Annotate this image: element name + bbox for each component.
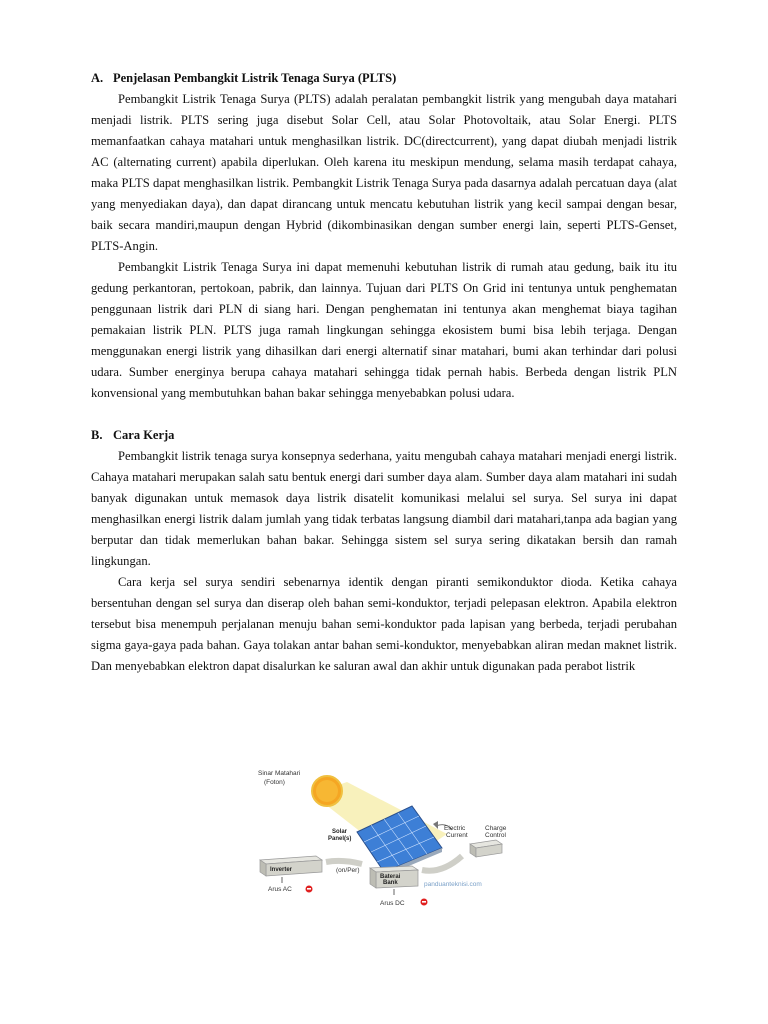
section-a-number: A.: [91, 71, 104, 85]
panel-label-2: Panel(s): [328, 836, 352, 842]
current-label-1: Electric: [444, 825, 466, 832]
section-a-paragraph-1: Pembangkit Listrik Tenaga Surya (PLTS) adalah peralatan pembangkit listrik yang mengubah daya matahari menjadi listrik. PLTS sering juga disebut Solar Cell, atau Solar Photovoltaik, atau Solar Energi. PLTS memanfaatkan cahaya matahari untuk menghasilkan listrik. DC(directcurrent), yang dapat diubah menjadi listrik AC (alternating current) apabila diperlukan. Oleh karena itu meskipun mendung, selama masih terdapat cahaya, maka PLTS dapat menghasilkan listrik. Pembangkit Listrik Tenaga Surya pada dasarnya adalah percatuan daya (alat yang menyediakan daya), dan dapat dirancang untuk mencatu kebutuhan listrik yang kecil sampai dengan besar, baik secara mandiri,maupun dengan Hybrid (dikombinasikan dengan sumber energi lain, seperti PLTS-Genset, PLTS-Angin.: [91, 92, 677, 253]
section-a-paragraph-2: Pembangkit Listrik Tenaga Surya ini dapat memenuhi kebutuhan listrik di rumah atau gedung, baik itu itu gedung perkantoran, pertokoan, pabrik, dan lainnya. Tujuan dari PLTS On Grid ini tentunya untuk penghematan penggunaan listrik dari PLN di siang hari. Dengan penghematan ini tentunya akan menghemat biaya tagihan pemakaian listrik PLN. PLTS juga ramah lingkungan sehingga ekosistem bumi bisa lebih terjaga. Dengan menggunakan energi listrik yang dihasilkan dari energi alternatif sinar matahari, bumi akan terhindar dari polusi udara. Sumber energinya berupa cahaya matahari sehingga tidak pernah habis. Berbeda dengan listrik PLN konvensional yang membutuhkan bahan bakar sehingga menyebabkan polusi udara.: [91, 260, 677, 400]
section-b-paragraph-1: Pembangkit listrik tenaga surya konsepnya sederhana, yaitu mengubah cahaya matahari menjadi energi listrik. Cahaya matahari merupakan salah satu bentuk energi dari sumber daya alam. Sumber daya alam matahari ini sudah banyak digunakan untuk memasok daya listrik disatelit komunikasi melalui sel surya. Sel surya ini dapat menghasilkan energi listrik dalam jumlah yang tidak terbatas langsung diambil dari matahari,tanpa ada bagian yang berputar dan tidak memerlukan bahan bakar. Sehingga sistem sel surya sering dikatakan bersih dan ramah lingkungan.: [91, 449, 677, 568]
sun-label-2: (Foton): [264, 779, 285, 786]
inverter-label: Inverter: [270, 867, 293, 873]
ac-label: Arus AC: [268, 886, 292, 893]
current-label-2: Current: [446, 832, 468, 839]
section-b-title: Cara Kerja: [113, 428, 175, 442]
ac-plug-icon: [306, 886, 313, 893]
flow-arrow-control-to-battery: [422, 856, 462, 871]
document-body: [91, 68, 677, 677]
panel-label-1: Solar: [332, 829, 348, 835]
charge-label-1: Charge: [485, 825, 507, 832]
plts-diagram: [252, 764, 532, 914]
battery-label-1: Baterai: [380, 874, 401, 880]
section-b-number: B.: [91, 428, 103, 442]
dc-plug-icon: [421, 899, 428, 906]
dc-label: Arus DC: [380, 900, 405, 907]
plts-diagram-svg: [252, 764, 532, 914]
battery-label-2: Bank: [383, 880, 398, 886]
sun-label-1: Sinar Matahari: [258, 770, 301, 777]
section-a-heading: [91, 68, 677, 89]
section-b-heading: [91, 425, 677, 446]
watermark-text: panduanteknisi.com: [424, 881, 482, 888]
onoff-label: (on/Per): [336, 867, 360, 874]
charge-label-2: Control: [485, 832, 506, 839]
section-spacer: [91, 404, 677, 425]
inverter-icon: [260, 856, 322, 876]
section-b-paragraph-2: Cara kerja sel surya sendiri sebenarnya identik dengan piranti semikonduktor dioda. Ketika cahaya bersentuhan dengan sel surya dan diserap oleh bahan semi-konduktor, terjadi pelepasan elektron. Apabila elektron tersebut bisa menempuh perjalanan menuju bahan semi-konduktor pada lapisan yang berbeda, terjadi perubahan sigma gaya-gaya pada bahan. Gaya tolakan antar bahan semi-konduktor, menyebabkan aliran medan maknet listrik. Dan menyebabkan elektron dapat disalurkan ke saluran awal dan akhir untuk digunakan pada perabot listrik: [91, 575, 677, 673]
charge-control-icon: [470, 840, 502, 857]
section-a-title: Penjelasan Pembangkit Listrik Tenaga Surya (PLTS): [113, 71, 397, 85]
sun-icon: [312, 776, 342, 806]
flow-arrow-battery-to-inverter: [326, 861, 362, 864]
